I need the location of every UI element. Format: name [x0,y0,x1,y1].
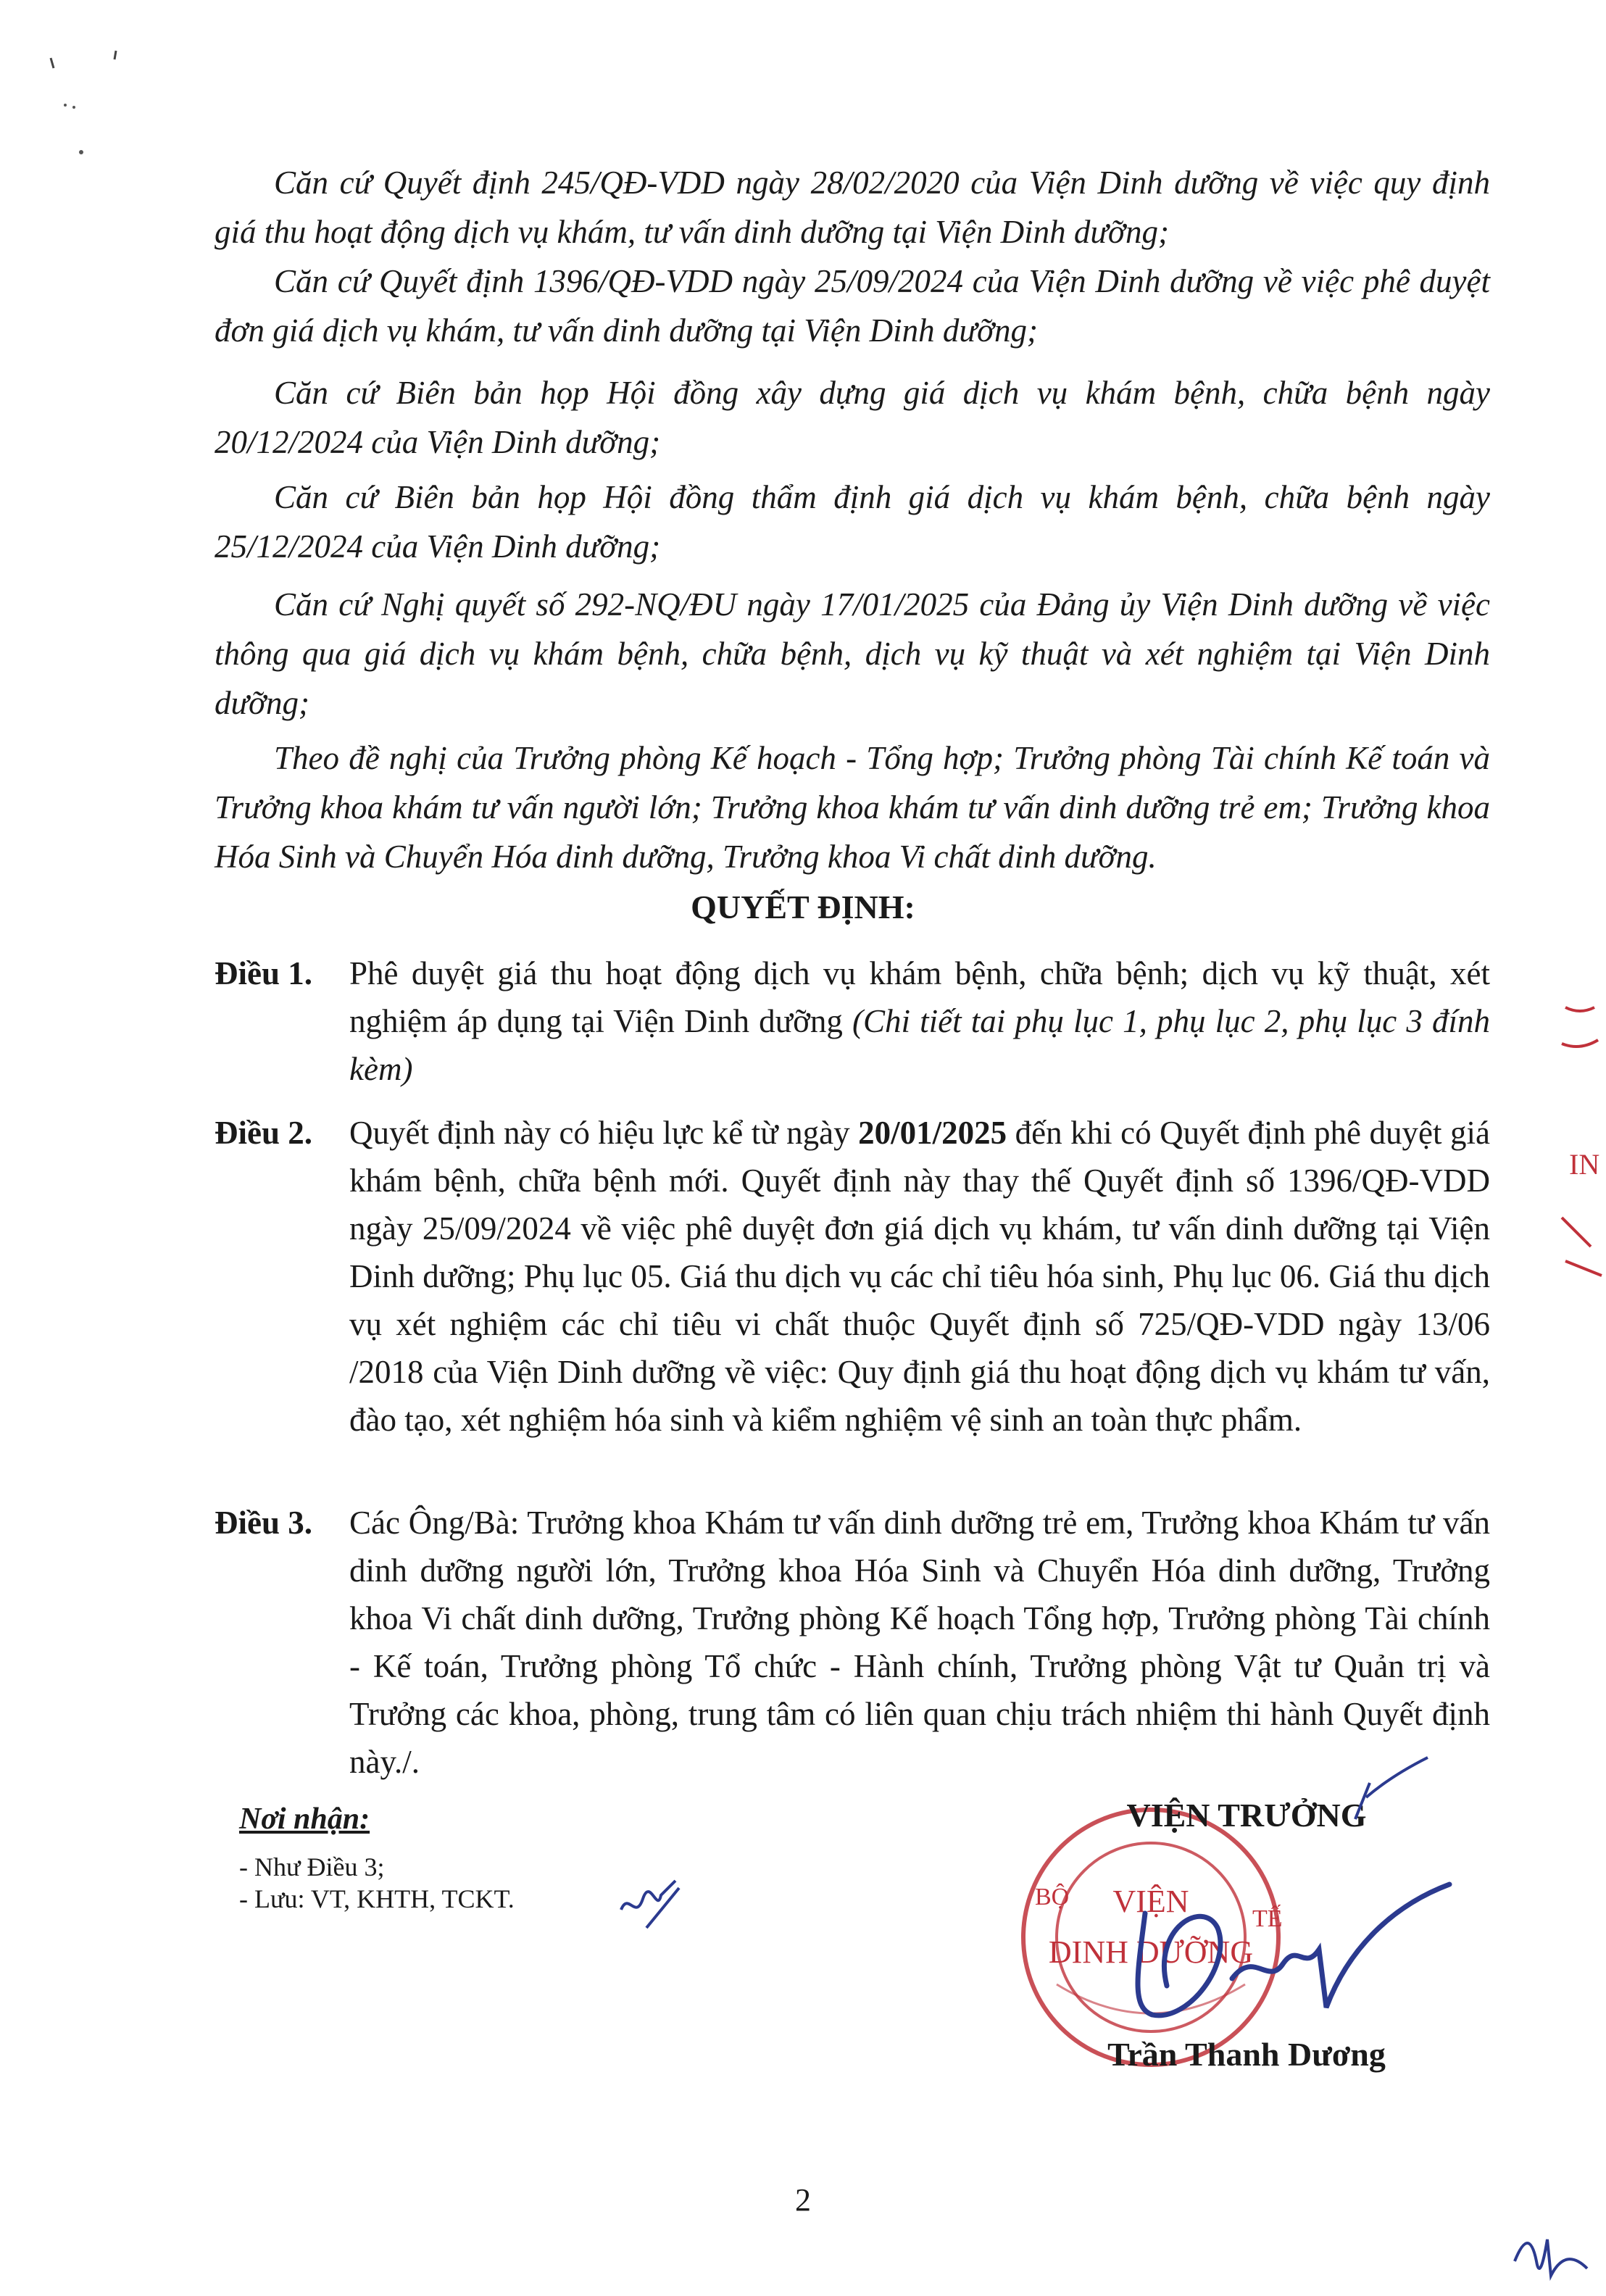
preamble-6: Theo đề nghị của Trưởng phòng Kế hoạch - Tổng hợp; Trưởng phòng Tài chính Kế toán và Trưởng khoa khám tư vấn người lớn; Trưởng khoa khám tư vấn dinh dưỡng trẻ em; Trưởng khoa Hóa Sinh và Chuyển Hóa dinh dưỡng, Trưởng khoa Vi chất dinh dưỡng. [215,740,1490,875]
article-body: Các Ông/Bà: Trưởng khoa Khám tư vấn dinh dưỡng trẻ em, Trưởng khoa Khám tư vấn dinh dưỡng người lớn, Trưởng khoa Hóa Sinh và Chuyển Hóa dinh dưỡng, Trưởng khoa Vi chất dinh dưỡng, Trưởng phòng Kế hoạch Tổng hợp, Trưởng phòng Tài chính - Kế toán, Trưởng phòng Tổ chức - Hành chính, Trưởng phòng Vật tư Quản trị và Trưởng các khoa, phòng, trung tâm có liên quan chịu trách nhiệm thi hành Quyết định này./. [349,1505,1490,1780]
preamble-4: Căn cứ Biên bản họp Hội đồng thẩm định giá dịch vụ khám bệnh, chữa bệnh ngày 25/12/2024 của Viện Dinh dưỡng; [215,479,1490,565]
seal-text-mid: DINH DƯỠNG [1048,1934,1254,1970]
scan-marks-icon [36,43,167,159]
initials-icon [617,1877,683,1935]
tick-mark-icon [1348,1754,1435,1826]
article-label: Điều 3. [215,1505,312,1541]
article-label: Điều 1. [215,955,312,991]
page-number: 2 [795,2182,811,2218]
signer-role: VIỆN TRƯỞNG [1126,1797,1367,1834]
seal-text-top: VIỆN [1112,1884,1189,1919]
recipients [239,1803,515,1915]
page-initials-icon [1507,2218,1594,2290]
preamble-2: Căn cứ Quyết định 1396/QĐ-VDD ngày 25/09/2024 của Viện Dinh dưỡng về việc phê duyệt đơn giá dịch vụ khám, tư vấn dinh dưỡng tại Viện Dinh dưỡng; [215,263,1490,349]
signer-name: Trần Thanh Dương [1107,2036,1386,2073]
recipient-item: - Như Điều 3; [239,1852,385,1881]
article-1 [215,949,1490,1093]
article-label: Điều 2. [215,1115,312,1151]
decision-heading: QUYẾT ĐỊNH: [691,889,915,926]
article-3 [215,1499,1490,1786]
article-body: Phê duyệt giá thu hoạt động dịch vụ khám bệnh, chữa bệnh; dịch vụ kỹ thuật, xét nghiệm áp dụng tại Viện Dinh dưỡng (Chi tiết tai phụ lục 1, phụ lục 2, phụ lục 3 đính kèm) [349,955,1490,1087]
article-body: Quyết định này có hiệu lực kể từ ngày 20/01/2025 đến khi có Quyết định phê duyệt giá khám bệnh, chữa bệnh mới. Quyết định này thay thế Quyết định số 1396/QĐ-VDD ngày 25/09/2024 về việc phê duyệt đơn giá dịch vụ khám, tư vấn dinh dưỡng tại Viện Dinh dưỡng; Phụ lục 05. Giá thu dịch vụ các chỉ tiêu hóa sinh, Phụ lục 06. Giá thu dịch vụ xét nghiệm các chỉ tiêu vi chất thuộc Quyết định số 725/QĐ-VDD ngày 13/06 /2018 của Viện Dinh dưỡng về việc: Quy định giá thu hoạt động dịch vụ khám tư vấn, đào tạo, xét nghiệm hóa sinh và kiểm nghiệm vệ sinh an toàn thực phẩm. [349,1115,1490,1438]
preamble-5: Căn cứ Nghị quyết số 292-NQ/ĐU ngày 17/01/2025 của Đảng ủy Viện Dinh dưỡng về việc thông qua giá dịch vụ khám bệnh, chữa bệnh, dịch vụ kỹ thuật và xét nghiệm tại Viện Dinh dưỡng; [215,586,1490,721]
margin-marks-icon [1551,986,1606,1290]
signature-icon [1087,1841,1464,2058]
svg-text:IN: IN [1569,1148,1600,1181]
seal-text-left: BỘ [1035,1884,1070,1910]
preamble-1: Căn cứ Quyết định 245/QĐ-VDD ngày 28/02/2020 của Viện Dinh dưỡng về việc quy định giá thu hoạt động dịch vụ khám, tư vấn dinh dưỡng tại Viện Dinh dưỡng; [215,165,1490,250]
recipient-item: - Lưu: VT, KHTH, TCKT. [239,1884,515,1913]
recipients-title: Nơi nhận: [239,1802,370,1836]
article-2 [215,1109,1490,1444]
seal-text-right: TẾ [1252,1905,1283,1932]
preamble-3: Căn cứ Biên bản họp Hội đồng xây dựng giá dịch vụ khám bệnh, chữa bệnh ngày 20/12/2024 của Viện Dinh dưỡng; [215,375,1490,460]
